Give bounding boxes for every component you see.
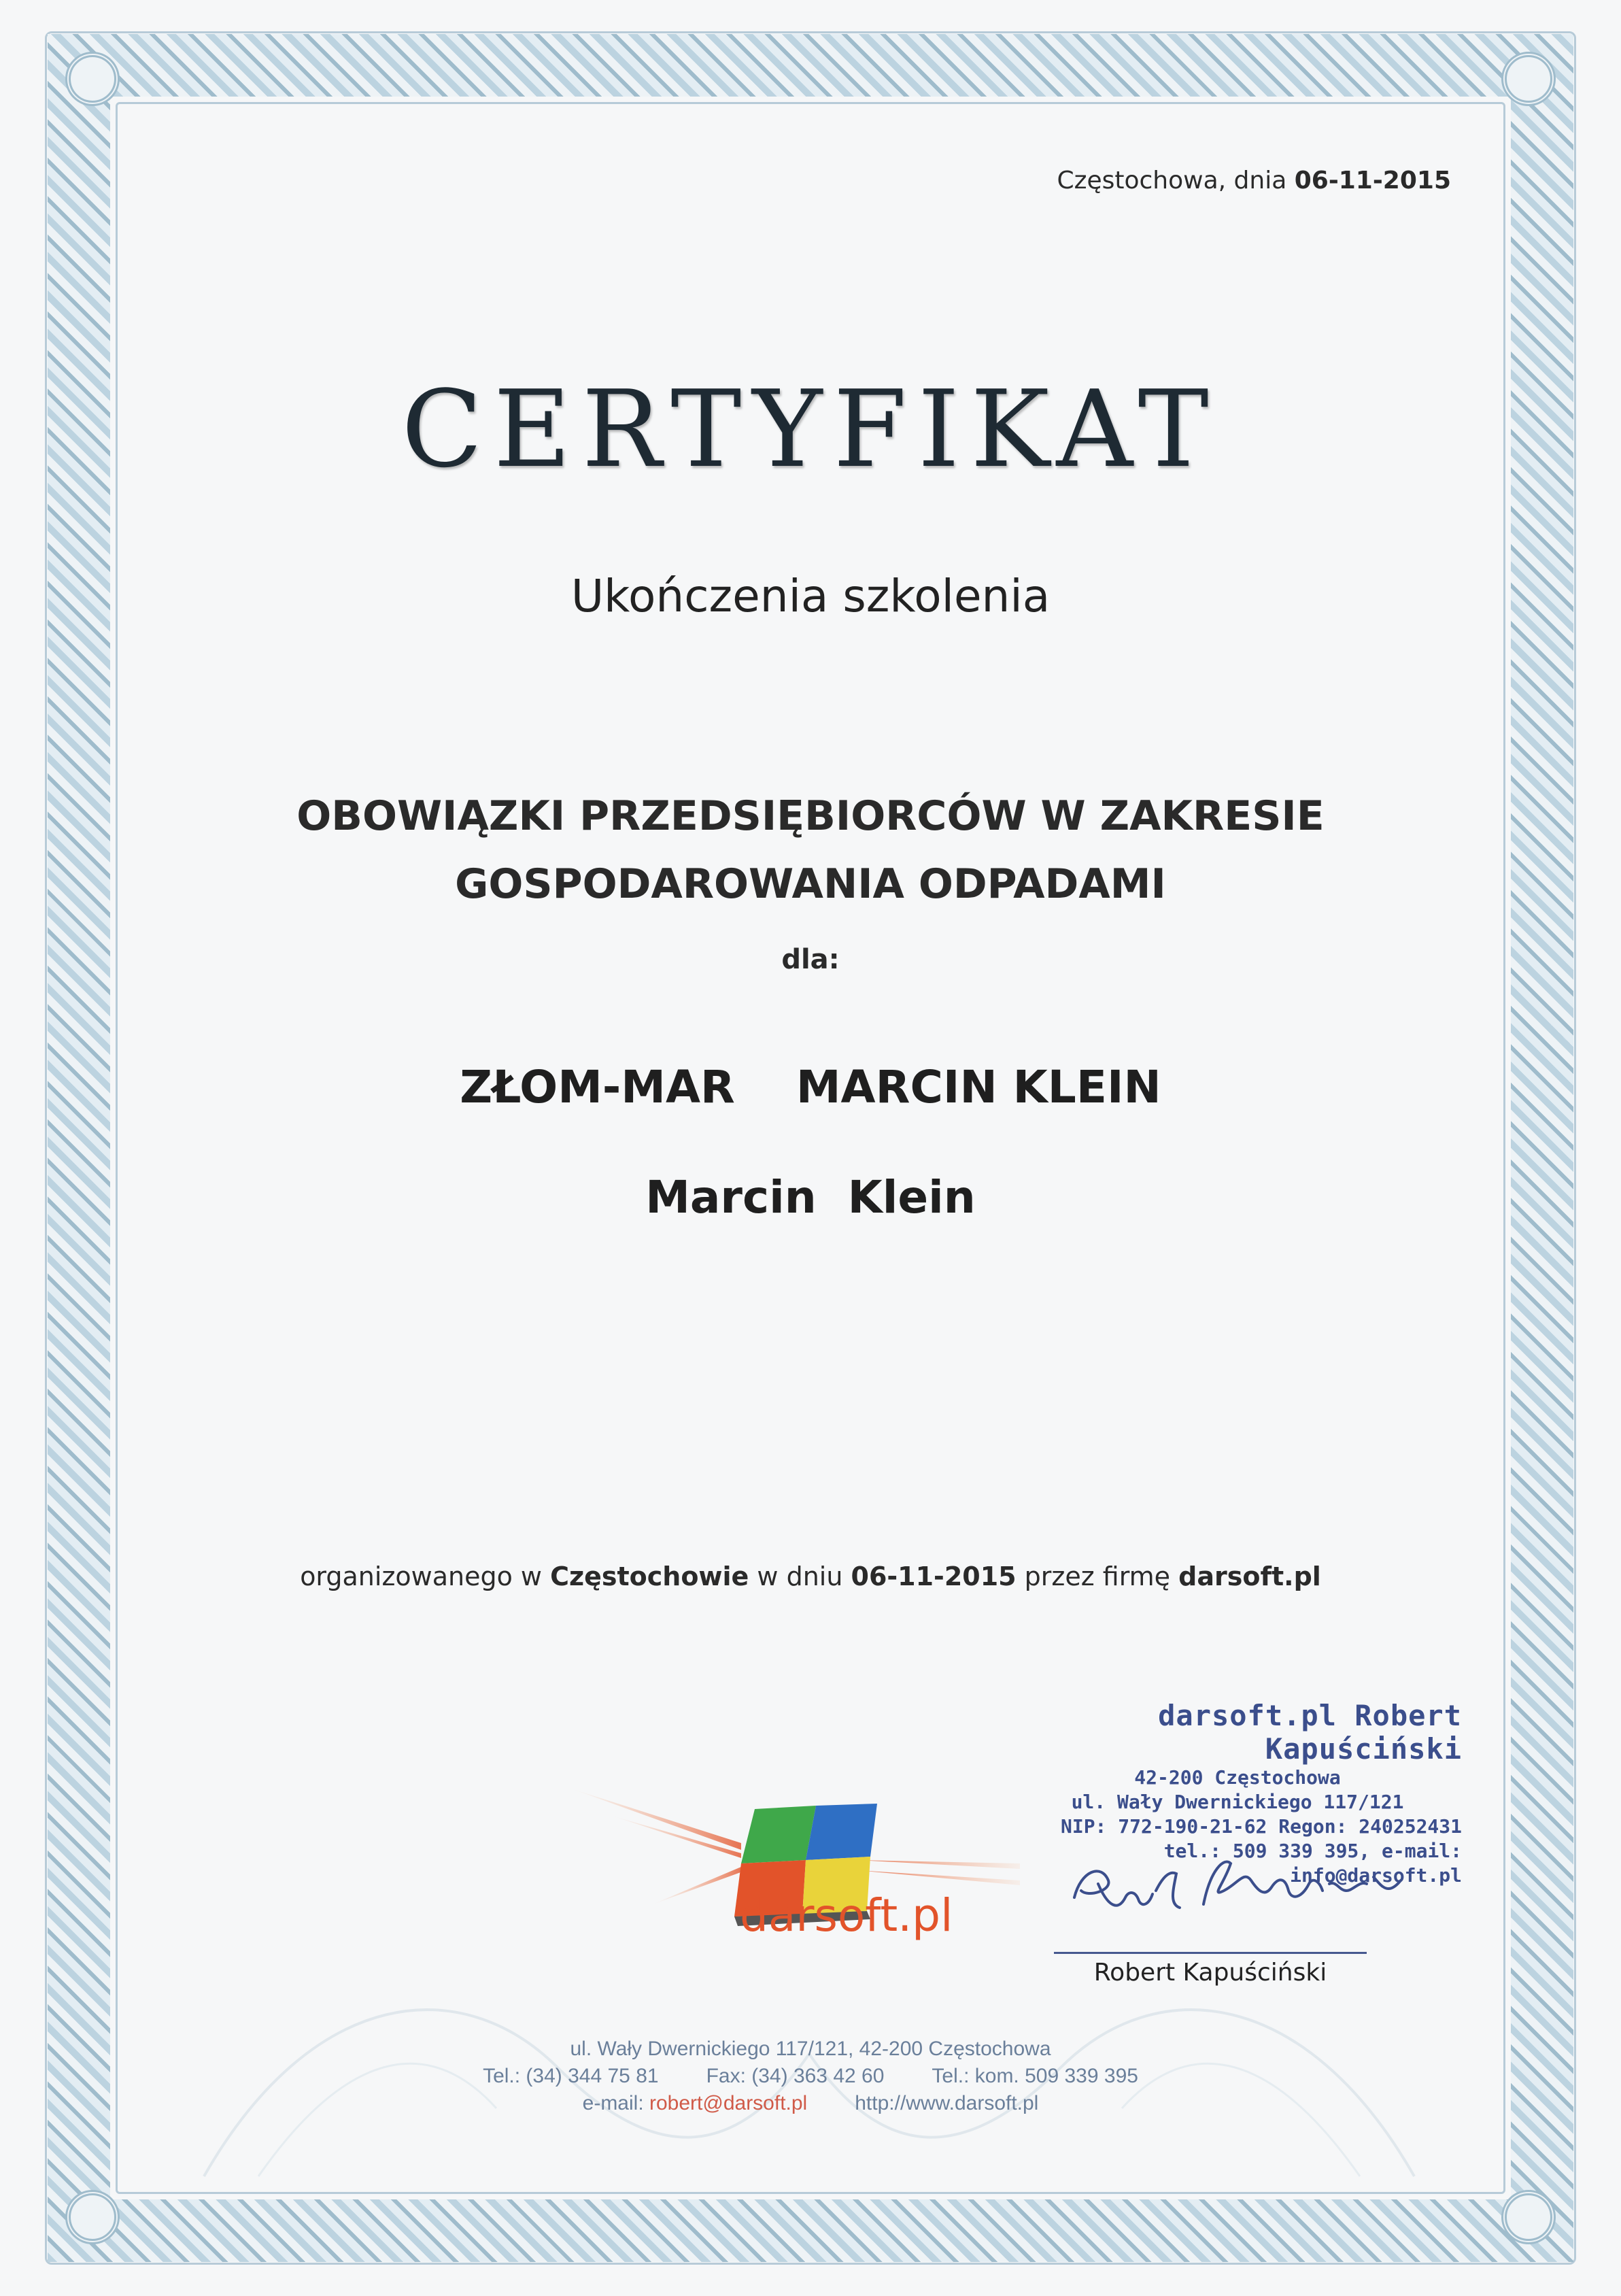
stamp-company-name: darsoft.pl Robert Kapuściński — [1158, 1699, 1462, 1766]
footer-fax: Fax: (34) 363 42 60 — [706, 2065, 885, 2087]
signature-line — [1054, 1952, 1367, 1954]
logo-ray — [857, 1870, 1020, 1885]
darsoft-logo-text: darsoft.pl — [740, 1889, 953, 1942]
handwritten-signature — [1061, 1843, 1414, 1925]
footer-email[interactable]: robert@darsoft.pl — [649, 2092, 808, 2114]
footer-email-label: e-mail: — [582, 2092, 649, 2114]
logo-ray — [857, 1860, 1020, 1869]
corner-rosette-bottom-left — [65, 2190, 120, 2244]
company-name-a: ZŁOM-MAR — [460, 1061, 735, 1113]
footer-tel: Tel.: (34) 344 75 81 — [483, 2065, 659, 2087]
footer-website[interactable]: http://www.darsoft.pl — [855, 2092, 1039, 2114]
organized-text-3: przez firmę — [1016, 1561, 1179, 1591]
corner-rosette-top-right — [1501, 52, 1556, 106]
certificate-title: CERTYFIKAT — [401, 367, 1220, 491]
recipient-company — [0, 1061, 1621, 1113]
footer-mobile: Tel.: kom. 509 339 395 — [932, 2065, 1138, 2087]
corner-rosette-top-left — [65, 52, 120, 106]
course-name-line-2: GOSPODAROWANIA ODPADAMI — [455, 860, 1166, 908]
footer-phones — [0, 2063, 1621, 2090]
footer-contact — [0, 2036, 1621, 2117]
place-date-prefix: Częstochowa, dnia — [1057, 167, 1295, 195]
signatory-name: Robert Kapuściński — [1093, 1959, 1327, 1987]
stamp-contact: tel.: 509 339 395, e-mail: info@darsoft.pl — [1163, 1840, 1462, 1887]
organized-statement — [0, 1561, 1621, 1591]
organized-city: Częstochowie — [550, 1561, 749, 1591]
logo-ray — [653, 1867, 743, 1904]
organized-text-2: w dniu — [749, 1561, 851, 1591]
footer-online — [0, 2090, 1621, 2117]
logo-ray — [571, 1789, 741, 1850]
course-name-line-1: OBOWIĄZKI PRZEDSIĘBIORCÓW W ZAKRESIE — [296, 792, 1325, 840]
course-name — [0, 782, 1621, 918]
for-label: dla: — [781, 944, 840, 975]
certificate-subtitle: Ukończenia szkolenia — [570, 570, 1051, 622]
stamp-nip-regon: NIP: 772-190-21-62 Regon: 240252431 — [1060, 1815, 1462, 1838]
organized-text-1: organizowanego w — [300, 1561, 551, 1591]
recipient-person: Marcin Klein — [645, 1171, 976, 1223]
stamp-city: 42-200 Częstochowa — [1134, 1766, 1341, 1789]
footer-address: ul. Wały Dwernickiego 117/121, 42-200 Częstochowa — [570, 2038, 1051, 2060]
place-date — [1057, 167, 1451, 195]
issue-date: 06-11-2015 — [1294, 167, 1451, 195]
company-name-b: MARCIN KLEIN — [796, 1061, 1161, 1113]
corner-rosette-bottom-right — [1501, 2190, 1556, 2244]
organized-date: 06-11-2015 — [851, 1561, 1017, 1591]
organized-firm: darsoft.pl — [1178, 1561, 1321, 1591]
stamp-street: ul. Wały Dwernickiego 117/121 — [1071, 1791, 1404, 1813]
